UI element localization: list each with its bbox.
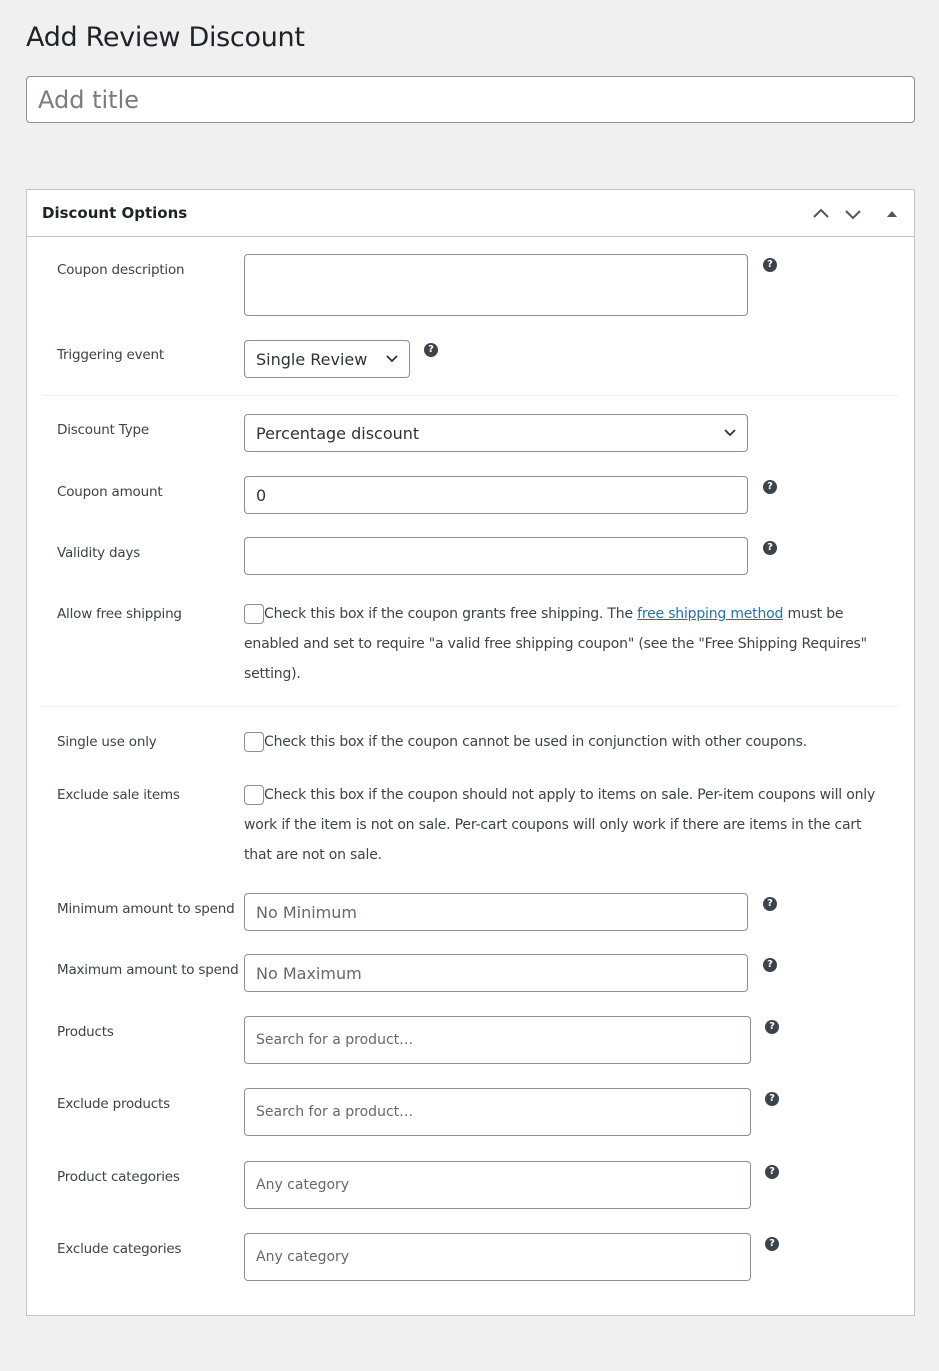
help-icon[interactable]: ? xyxy=(424,343,438,357)
maximum-spend-field[interactable] xyxy=(244,954,748,992)
discount-options-box xyxy=(26,189,915,1316)
discount-type-label: Discount Type xyxy=(57,422,149,438)
exclude-categories-label: Exclude categories xyxy=(57,1241,182,1257)
exclude-products-search[interactable]: Search for a product… xyxy=(244,1088,751,1136)
triggering-event-value: Single Review xyxy=(256,349,368,369)
free-shipping-description: Check this box if the coupon grants free shipping. The free shipping method must be enabled and set to require "a valid free shipping coupon" (see the "Free Shipping Requires" setting). xyxy=(244,606,867,682)
coupon-description-field[interactable] xyxy=(244,254,748,316)
help-icon[interactable]: ? xyxy=(765,1237,779,1251)
move-up-icon[interactable] xyxy=(809,202,833,226)
title-input[interactable] xyxy=(26,76,915,123)
discount-type-value: Percentage discount xyxy=(256,423,420,443)
help-icon[interactable]: ? xyxy=(765,1165,779,1179)
discount-type-select[interactable] xyxy=(244,414,748,452)
box-title: Discount Options xyxy=(42,204,188,222)
exclude-categories-search[interactable]: Any category xyxy=(244,1233,751,1281)
exclude-products-label: Exclude products xyxy=(57,1096,170,1112)
free-shipping-method-link[interactable]: free shipping method xyxy=(637,606,784,622)
coupon-amount-label: Coupon amount xyxy=(57,484,163,500)
divider xyxy=(42,395,899,396)
validity-days-field[interactable] xyxy=(244,537,748,575)
minimum-spend-field[interactable] xyxy=(244,893,748,931)
chevron-down-icon xyxy=(723,427,737,439)
single-use-description: Check this box if the coupon cannot be used in conjunction with other coupons. xyxy=(264,734,807,750)
exclude-sale-items-label: Exclude sale items xyxy=(57,787,180,803)
maximum-spend-label: Maximum amount to spend xyxy=(57,962,239,978)
collapse-toggle-icon[interactable] xyxy=(880,202,904,226)
divider xyxy=(42,706,899,707)
help-icon[interactable]: ? xyxy=(763,958,777,972)
products-label: Products xyxy=(57,1024,114,1040)
chevron-down-icon xyxy=(385,353,399,365)
help-icon[interactable]: ? xyxy=(765,1092,779,1106)
help-icon[interactable]: ? xyxy=(763,258,777,272)
minimum-spend-label: Minimum amount to spend xyxy=(57,901,235,917)
help-icon[interactable]: ? xyxy=(763,897,777,911)
help-icon[interactable]: ? xyxy=(765,1020,779,1034)
product-categories-label: Product categories xyxy=(57,1169,180,1185)
single-use-label: Single use only xyxy=(57,734,157,750)
validity-days-label: Validity days xyxy=(57,545,141,561)
help-icon[interactable]: ? xyxy=(763,541,777,555)
exclude-sale-description: Check this box if the coupon should not apply to items on sale. Per-item coupons will only work if the item is not on sale. Per-cart coupons will only work if there are items in the cart that are not on sale. xyxy=(244,787,876,863)
products-search[interactable]: Search for a product… xyxy=(244,1016,751,1064)
move-down-icon[interactable] xyxy=(841,202,865,226)
triggering-event-label: Triggering event xyxy=(57,347,164,363)
product-categories-search[interactable]: Any category xyxy=(244,1161,751,1209)
coupon-description-label: Coupon description xyxy=(57,262,185,278)
triggering-event-select[interactable] xyxy=(244,340,410,378)
coupon-amount-field[interactable] xyxy=(244,476,748,514)
page-title: Add Review Discount xyxy=(26,22,305,53)
help-icon[interactable]: ? xyxy=(763,480,777,494)
allow-free-shipping-label: Allow free shipping xyxy=(57,606,182,622)
box-header xyxy=(27,190,914,237)
